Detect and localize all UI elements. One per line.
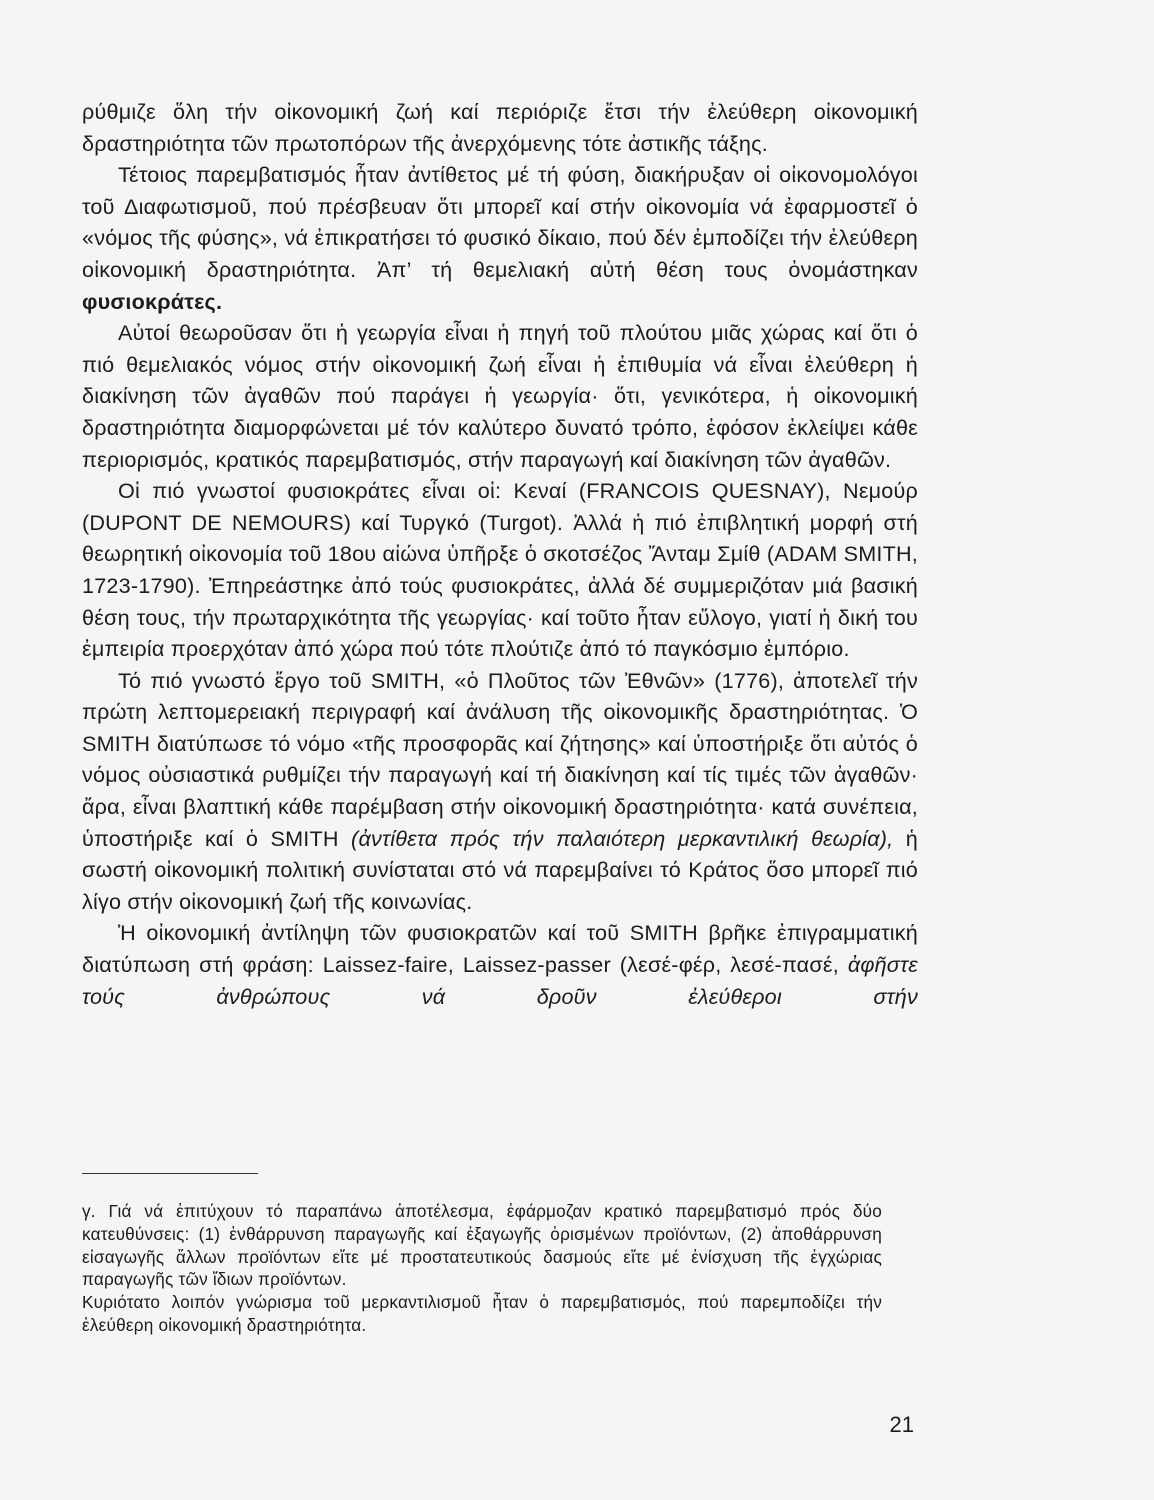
footnote-block [82, 1200, 882, 1337]
bold-term: φυσιοκράτες. [82, 288, 223, 314]
paragraph-text: Τό πιό γνωστό ἔργο τοῦ SMITH, «ὁ Πλοῦτος τῶν Ἐθνῶν» (1776), ἀποτελεῖ τήν πρώτη λεπτομερειακή περιγραφή καί ἀνάλυση τῆς οἰκονομικῆς δραστηριότητας. Ὁ SMITH διατύπωσε τό νόμο «τῆς προσφορᾶς καί ζήτησης» καί ὑποστήριξε ὅτι αὐτός ὁ νόμος οὐσιαστικά ρυθμίζει τήν παραγωγή καί τή διακίνηση καί τίς τιμές τῶν ἀγαθῶν· ἄρα, εἶναι βλαπτική κάθε παρέμβαση στήν οἰκονομική δραστηριότητα· κατά συνέπεια, ὑποστήριξε καί ὁ SMITH [82, 667, 918, 851]
paragraph-2 [82, 159, 918, 317]
paragraph-4 [82, 475, 918, 665]
paragraph-5 [82, 665, 918, 918]
main-text [82, 96, 918, 1012]
paragraph-text: Οἱ πιό γνωστοί φυσιοκράτες εἶναι οἱ: Κεναί (FRANCOIS QUESNAY), Νεμούρ (DUPONT DE NEMOURS) καί Τυργκό (Turgot). Ἀλλά ἡ πιό ἐπιβλητική μορφή στή θεωρητική οἰκονομία τοῦ 18ου αἰώνα ὑπῆρξε ὁ σκοτσέζος Ἄνταμ Σμίθ (ADAM SMITH, 1723-1790). Ἐπηρεάστηκε ἀπό τούς φυσιοκράτες, ἀλλά δέ συμμεριζόταν μιά βασική θέση τους, τήν πρωταρχικότητα τῆς γεωργίας· καί τοῦτο ἦταν εὔλογο, γιατί ἡ δική του ἐμπειρία προερχόταν ἀπό χώρα πού τότε πλούτιζε ἀπό τό παγκόσμιο ἐμπόριο. [82, 478, 918, 662]
italic-aside: (ἀντίθετα πρός τήν παλαιότερη μερκαντιλική θεωρία), [351, 825, 894, 851]
footnote-1: γ. Γιά νά ἐπιτύχουν τό παραπάνω ἀποτέλεσμα, ἐφάρμοζαν κρατικό παρεμβατισμό πρός δύο κατευθύνσεις: (1) ἐνθάρρυνση παραγωγῆς καί ἐξαγωγῆς ὁρισμένων προϊόντων, (2) ἀποθάρρυνση εἰσαγωγῆς ἄλλων προϊόντων εἴτε μέ προστατευτικούς δασμούς εἴτε μέ ἐνίσχυση τῆς ἐγχώριας παραγωγῆς τῶν ἴδιων προϊόντων. [82, 1201, 882, 1290]
paragraph-text: Ἡ οἰκονομική ἀντίληψη τῶν φυσιοκρατῶν καί τοῦ SMITH βρῆκε ἐπιγραμματική διατύπωση στή φράση: Laissez-faire, Laissez-passer (λεσέ-φέρ, λεσέ-πασέ, [82, 920, 918, 978]
footnote-2: Κυριότατο λοιπόν γνώρισμα τοῦ μερκαντιλισμοῦ ἦταν ὁ παρεμβατισμός, πού παρεμποδίζει τήν ἐλεύθερη οἰκονομική δραστηριότητα. [82, 1292, 882, 1335]
paragraph-text: Αὐτοί θεωροῦσαν ὅτι ἡ γεωργία εἶναι ἡ πηγή τοῦ πλούτου μιᾶς χώρας καί ὅτι ὁ πιό θεμελιακός νόμος στήν οἰκονομική ζωή εἶναι ἡ ἐπιθυμία νά εἶναι ἐλεύθερη ἡ διακίνηση τῶν ἀγαθῶν πού παράγει ἡ γεωργία· ὅτι, γενικότερα, ἡ οἰκονομική δραστηριότητα διαμορφώνεται μέ τόν καλύτερο δυνατό τρόπο, ἐφόσον ἐκλείψει κάθε περιορισμός, κρατικός παρεμβατισμός, στήν παραγωγή καί διακίνηση τῶν ἀγαθῶν. [82, 320, 918, 472]
paragraph-text: Τέτοιος παρεμβατισμός ἦταν ἀντίθετος μέ τή φύση, διακήρυξαν οἱ οἰκονομολόγοι τοῦ Διαφωτισμοῦ, πού πρέσβευαν ὅτι μπορεῖ καί στήν οἰκονομία νά ἐφαρμοστεῖ ὁ «νόμος τῆς φύσης», νά ἐπικρατήσει τό φυσικό δίκαιο, πού δέν ἐμποδίζει τήν ἐλεύθερη οἰκονομική δραστηριότητα. Ἀπ’ τή θεμελιακή αὐτή θέση τους ὀνομάστηκαν [82, 162, 918, 282]
paragraph-3 [82, 317, 918, 475]
page-number: 21 [889, 1412, 914, 1437]
paragraph-text-after: ἡ σωστή οἰκονομική πολιτική συνίσταται στό νά παρεμβαίνει τό Κράτος ὅσο μπορεῖ πιό λίγο στήν οἰκονομική ζωή τῆς κοινωνίας. [82, 825, 918, 914]
paragraph-text: ρύθμιζε ὅλη τήν οἰκονομική ζωή καί περιόριζε ἔτσι τήν ἐλεύθερη οἰκονομική δραστηριότητα τῶν πρωτοπόρων τῆς ἀνερχόμενης τότε ἀστικῆς τάξης. [82, 99, 918, 156]
footnote-divider [82, 1173, 258, 1174]
italic-translation: ἀφῆστε τούς ἀνθρώπους νά δροῦν ἐλεύθεροι στήν [82, 952, 918, 1009]
paragraph-6 [82, 917, 918, 1012]
paragraph-1 [82, 96, 918, 159]
